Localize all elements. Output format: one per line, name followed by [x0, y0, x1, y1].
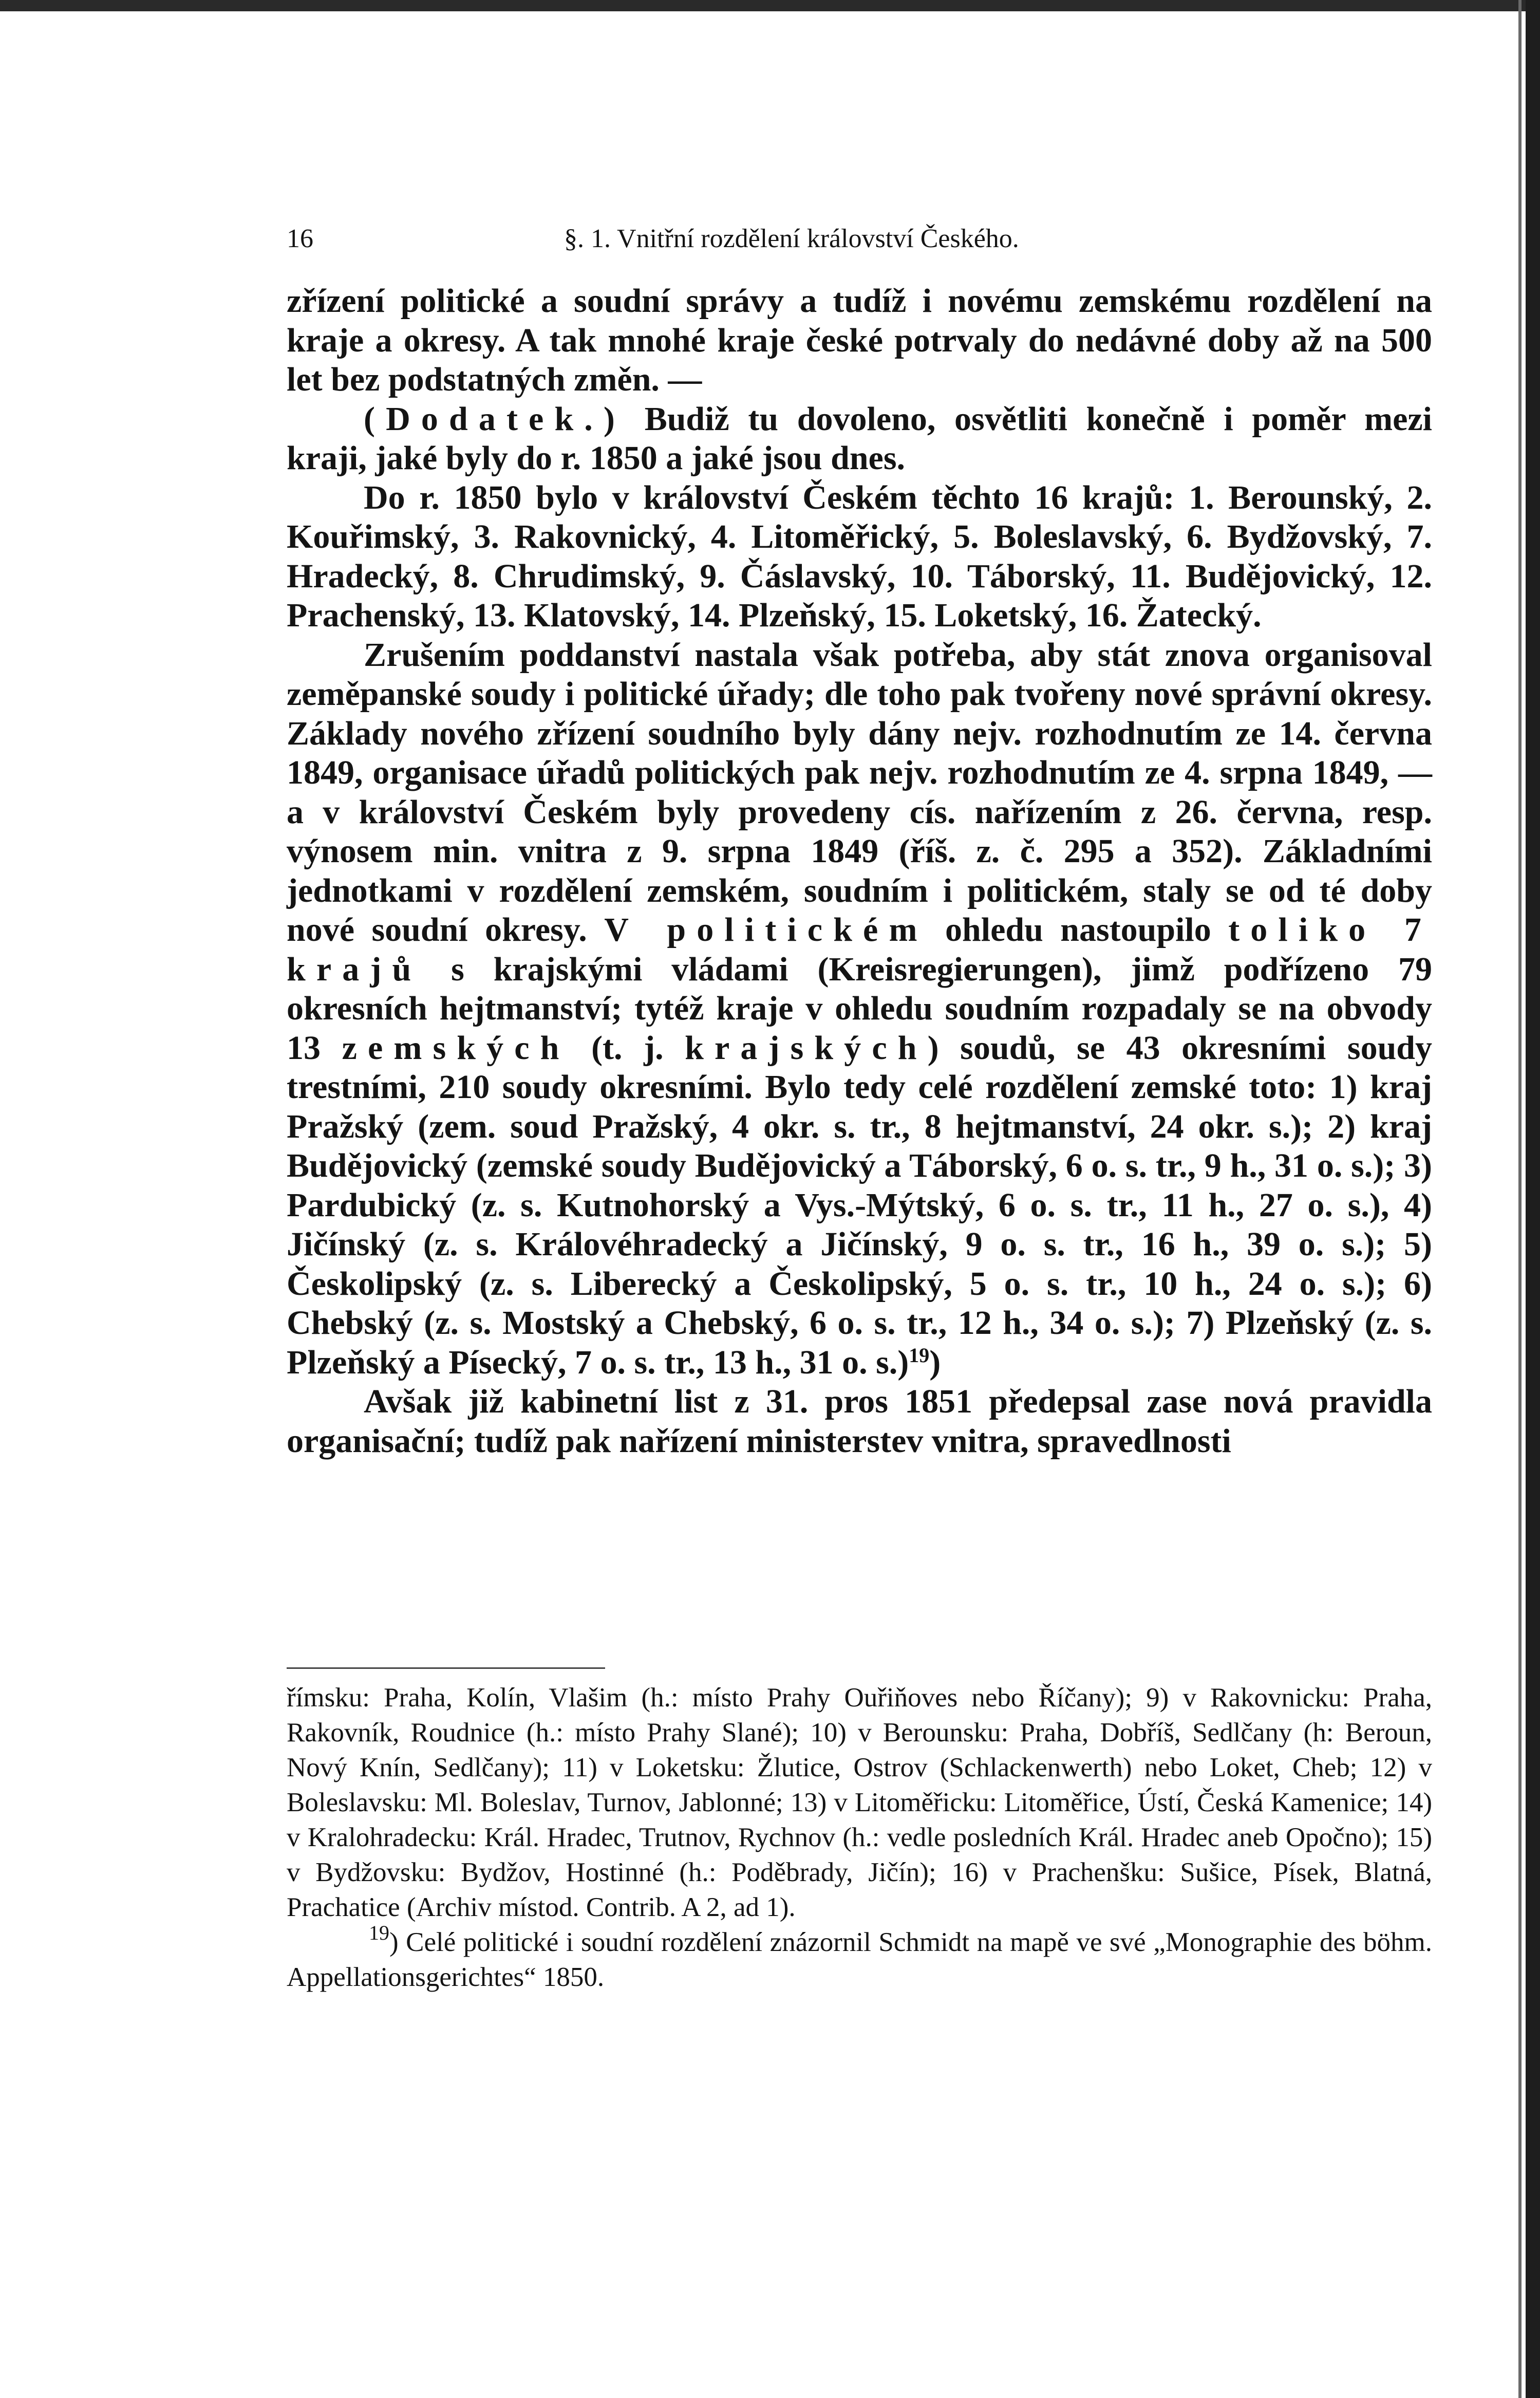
- paragraph-4-part-a: Zrušením poddanství nastala však potřeba, aby stát znova organisoval zeměpanské soudy i politické úřady; dle toho pak tvořeny nové správní okresy. Základy nového zřízení soudního byly dány nejv. rozhodnutím ze 14. června 1849, organisace úřadů politických pak nejv. rozhodnutím ze 4. srpna 1849, — a v království Českém byly provedeny cís. nařízením z 26. června, resp. výnosem min. vnitra z 9. srpna 1849 (říš. z. č. 295 a 352). Základními jednotkami v rozdělení zemském, soudním i politickém, staly se od té doby nové soudní okresy.: [287, 636, 1432, 949]
- footnote-19: [287, 1921, 1432, 1995]
- paragraph-2-text: Budiž tu dovoleno, osvětliti konečně i poměr mezi kraji, jaké byly do r. 1850 a jaké jsou dnes.: [287, 400, 1432, 477]
- paragraph-3: Do r. 1850 bylo v království Českém těchto 16 krajů: 1. Berounský, 2. Kouřimský, 3. Rakovnický, 4. Litoměřický, 5. Boleslavský, 6. Bydžovský, 7. Hradecký, 8. Chrudimský, 9. Čáslavský, 10. Táborský, 11. Budějovický, 12. Prachenský, 13. Klatovský, 14. Plzeňský, 15. Loketský, 16. Žatecký.: [287, 478, 1432, 634]
- footnote-rule: [287, 1667, 605, 1669]
- spaced-krajskych: krajských: [685, 1029, 928, 1067]
- running-title: §. 1. Vnitřní rozdělení království Českého.: [564, 224, 1019, 253]
- footnote-ref-19[interactable]: 19: [909, 1343, 930, 1367]
- paragraph-4-part-e: ) soudů, se 43 okresními soudy trestními, 210 soudy okresními. Bylo tedy celé rozdělení zemské toto: 1) kraj Pražský (zem. soud Pražský, 4 okr. s. tr., 8 hejtmanství, 24 okr. s.); 2) kraj Budějovický (zemské soudy Budějovický a Táborský, 6 o. s. tr., 9 h., 31 o. s.); 3) Pardubický (z. s. Kutnohorský a Vys.-Mýtský, 6 o. s. tr., 11 h., 27 o. s.), 4) Jičínský (z. s. Královéhradecký a Jičínský, 9 o. s. tr., 16 h., 39 o. s.); 5) Českolipský (z. s. Liberecký a Českolipský, 5 o. s. tr., 10 h., 24 o. s.); 6) Chebský (z. s. Mostský a Chebský, 6 o. s. tr., 12 h., 34 o. s.); 7) Plzeňský (z. s. Plzeňský a Písecký, 7 o. s. tr., 13 h., 31 o. s.): [287, 1029, 1432, 1381]
- main-text: [287, 282, 1432, 1461]
- paragraph-5: Avšak již kabinetní list z 31. pros 1851 předepsal zase nová pravidla organisační; tudíž pak nařízení ministerstev vnitra, spravedlnosti: [287, 1383, 1432, 1460]
- footnote-19-text: ) Celé politické i soudní rozdělení znázornil Schmidt na mapě ve své „Monographie des böhm. Appellationsgerichtes“ 1850.: [287, 1927, 1432, 1992]
- paragraph-4-part-d: (t. j.: [570, 1029, 685, 1067]
- page-number: 16: [287, 224, 313, 253]
- footnote-continuation: římsku: Praha, Kolín, Vlašim (h.: místo Prahy Ouřiňoves nebo Říčany); 9) v Rakovnicku: Praha, Rakovník, Roudnice (h.: místo Prahy Slané); 10) v Berounsku: Praha, Dobříš, Sedlčany (h: Beroun, Nový Knín, Sedlčany); 11) v Loketsku: Žlutice, Ostrov (Schlackenwerth) nebo Loket, Cheb; 12) v Boleslavsku: Ml. Boleslav, Turnov, Jablonné; 13) v Litoměřicku: Litoměřice, Ústí, Česká Kamenice; 14) v Kralohradecku: Král. Hradec, Trutnov, Rychnov (h.: vedle posledních Král. Hradec aneb Opočno); 15) v Bydžovsku: Bydžov, Hostinné (h.: Poděbrady, Jičín); 16) v Prachenšku: Sušice, Písek, Blatná, Prachatice (Archiv místod. Contrib. A 2, ad 1).: [287, 1683, 1432, 1922]
- paragraph-1: zřízení politické a soudní správy a tudíž i novému zemskému rozdělení na kraje a okresy. A tak mnohé kraje české potrvaly do nedávné doby až na 500 let bez podstatných změn. —: [287, 282, 1432, 398]
- footnote-19-mark: 19: [369, 1921, 389, 1944]
- spaced-politickem: V politickém: [604, 911, 928, 949]
- paragraph-4-part-f: ): [929, 1343, 941, 1381]
- scan-right-edge: [1526, 0, 1540, 2398]
- paragraph-4: [287, 636, 1432, 1383]
- spaced-toliko: toliko 7 krajů: [287, 911, 1432, 988]
- spaced-zemskych: zemských: [342, 1029, 570, 1067]
- page-header: [287, 221, 1432, 257]
- footnotes: [287, 1680, 1432, 1995]
- paragraph-4-part-c: s krajskými vládami (Kreisregierungen), jimž podřízeno 79 okresních hejtmanství; tytéž kraje v ohledu soudním rozpadaly se na obvody 13: [287, 950, 1432, 1067]
- paragraph-2: [287, 400, 1432, 478]
- scan-right-edge-line: [1518, 0, 1522, 2398]
- dodatek-label: (Dodatek.): [364, 400, 626, 438]
- scan-top-edge: [0, 0, 1540, 11]
- paragraph-4-part-b: ohledu nastoupilo: [928, 911, 1229, 949]
